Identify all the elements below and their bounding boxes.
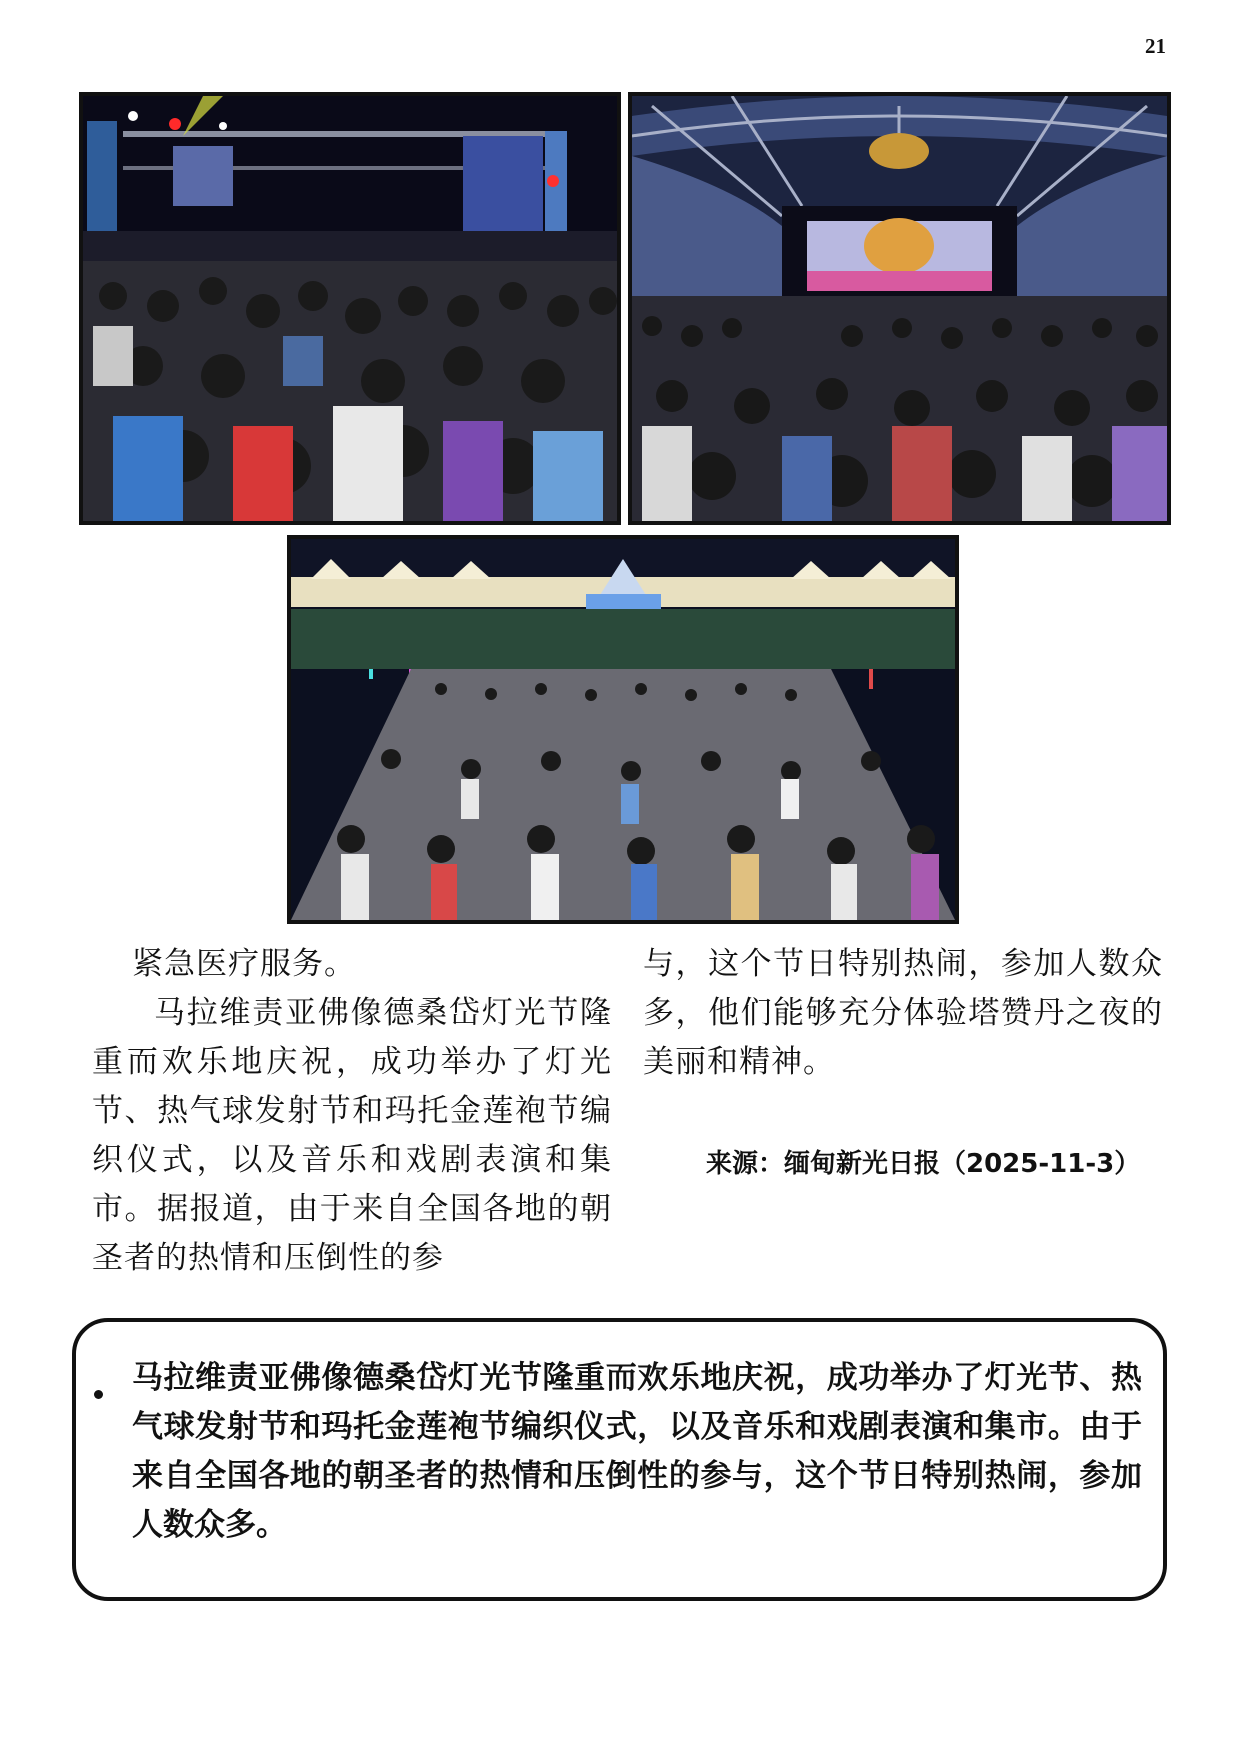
article-paragraph: 与，这个节日特别热闹，参加人数众多，他们能够充分体验塔赞丹之夜的美丽和精神。 <box>643 946 1163 1080</box>
article-paragraph: 紧急医疗服务。 <box>132 946 356 982</box>
arena-stage-performance-photo <box>628 92 1171 525</box>
summary-text: 马拉维责亚佛像德桑岱灯光节隆重而欢乐地庆祝，成功举办了灯光节、热气球发射节和玛托金莲袍节编织仪式，以及音乐和戏剧表演和集市。由于来自全国各地的朝圣者的热情和压倒性的参与，这个节日特别热闹，参加人数众多。 <box>132 1360 1142 1543</box>
article-source: 来源：缅甸新光日报（2025-11-3） <box>706 1149 1141 1179</box>
concert-stage-crowd-photo <box>79 92 621 525</box>
article-right-column <box>643 940 1163 1087</box>
bullet-icon <box>94 1390 103 1399</box>
article-left-column <box>92 940 612 1283</box>
summary-box <box>72 1318 1167 1601</box>
article-paragraph: 马拉维责亚佛像德桑岱灯光节隆重而欢乐地庆祝，成功举办了灯光节、热气球发射节和玛托金莲袍节编织仪式，以及音乐和戏剧表演和集市。据报道，由于来自全国各地的朝圣者的热情和压倒性的参 <box>92 995 612 1276</box>
festival-night-crowd-photo <box>287 535 959 924</box>
page-number: 21 <box>1145 34 1166 58</box>
